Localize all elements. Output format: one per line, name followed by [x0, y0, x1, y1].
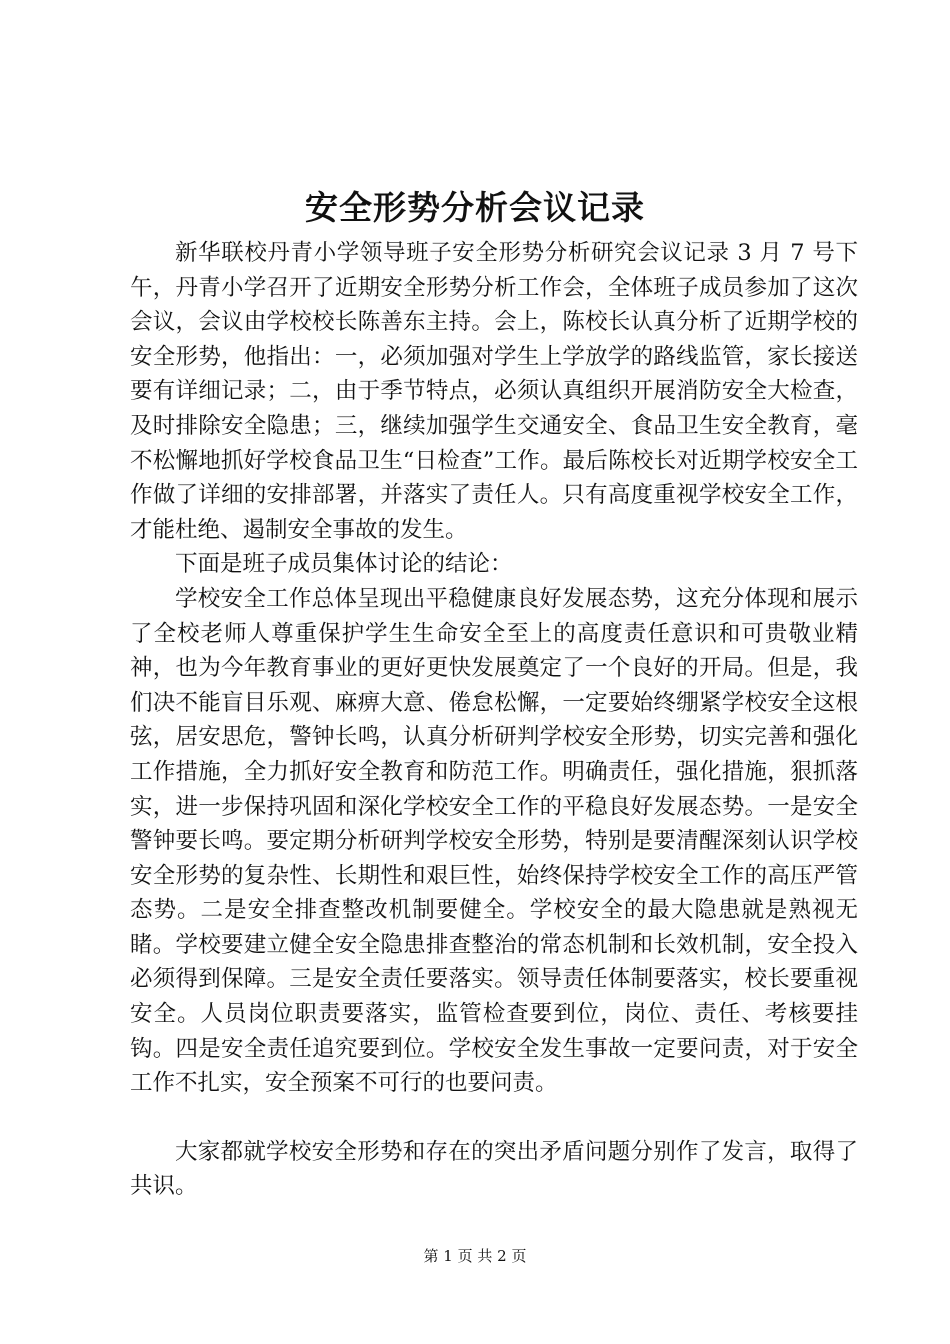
- page-number: 第 1 页 共 2 页: [423, 1247, 527, 1265]
- paragraph-discussion-conclusion: 学校安全工作总体呈现出平稳健康良好发展态势，这充分体现和展示了全校老师人尊重保护学生生命安全至上的高度责任意识和可贵敬业精神，也为今年教育事业的更好更快发展奠定了一个良好的开局。但是，我们决不能盲目乐观、麻痹大意、倦怠松懈，一定要始终绷紧学校安全这根弦，居安思危，警钟长鸣，认真分析研判学校安全形势，切实完善和强化工作措施，全力抓好安全教育和防范工作。明确责任，强化措施，狠抓落实，进一步保持巩固和深化学校安全工作的平稳良好发展态势。一是安全警钟要长鸣。要定期分析研判学校安全形势，特别是要清醒深刻认识学校安全形势的复杂性、长期性和艰巨性，始终保持学校安全工作的高压严管态势。二是安全排查整改机制要健全。学校安全的最大隐患就是熟视无睹。学校要建立健全安全隐患排查整治的常态机制和长效机制，安全投入必须得到保障。三是安全责任要落实。领导责任体制要落实，校长要重视安全。人员岗位职责要落实，监管检查要到位，岗位、责任、考核要挂钩。四是安全责任追究要到位。学校安全发生事故一定要问责，对于安全工作不扎实，安全预案不可行的也要问责。: [130, 585, 858, 1097]
- paragraph-consensus: 大家都就学校安全形势和存在的突出矛盾问题分别作了发言，取得了共识。: [130, 1138, 858, 1200]
- paragraph-discussion-intro: 下面是班子成员集体讨论的结论：: [175, 551, 513, 578]
- document-title: 安全形势分析会议记录: [305, 188, 645, 227]
- document-body: [130, 236, 858, 1204]
- paragraph-meeting-summary: 新华联校丹青小学领导班子安全形势分析研究会议记录 3 月 7 号下午，丹青小学召开了近期安全形势分析工作会，全体班子成员参加了这次会议，会议由学校校长陈善东主持。会上，陈校长认真分析了近期学校的安全形势，他指出：一，必须加强对学生上学放学的路线监管，家长接送要有详细记录；二，由于季节特点，必须认真组织开展消防安全大检查，及时排除安全隐患；三，继续加强学生交通安全、食品卫生安全教育，毫不松懈地抓好学校食品卫生“日检查”工作。最后陈校长对近期学校安全工作做了详细的安排部署，并落实了责任人。只有高度重视学校安全工作，才能杜绝、遏制安全事故的发生。: [130, 240, 858, 543]
- paragraph-gap: [130, 1101, 858, 1135]
